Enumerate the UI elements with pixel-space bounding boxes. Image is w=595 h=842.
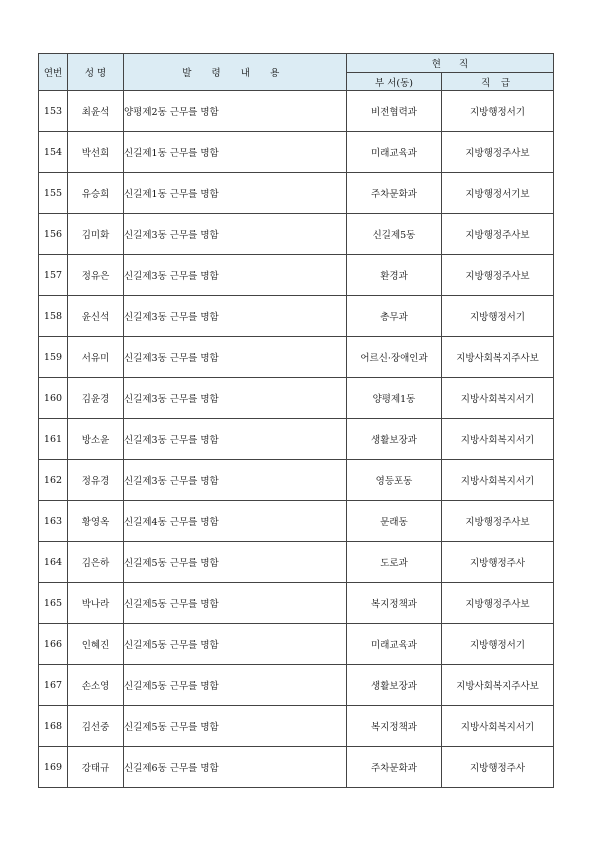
row-rank: 지방사회복지주사보 — [442, 337, 554, 378]
table-row — [39, 665, 554, 706]
table-row — [39, 501, 554, 542]
row-order-content: 신길제3동 근무를 명함 — [124, 255, 347, 296]
row-department: 영등포동 — [347, 460, 442, 501]
table-row — [39, 255, 554, 296]
row-number: 168 — [39, 706, 68, 747]
table-row — [39, 583, 554, 624]
row-department: 생활보장과 — [347, 419, 442, 460]
row-order-content: 신길제5동 근무를 명함 — [124, 583, 347, 624]
row-order-content: 신길제5동 근무를 명함 — [124, 624, 347, 665]
row-rank: 지방행정주사보 — [442, 255, 554, 296]
row-order-content: 신길제3동 근무를 명함 — [124, 214, 347, 255]
table-row — [39, 624, 554, 665]
row-order-content: 신길제5동 근무를 명함 — [124, 665, 347, 706]
header-content: 발 령 내 용 — [124, 54, 347, 91]
header-current-position: 현 직 — [347, 54, 554, 73]
row-rank: 지방행정주사 — [442, 542, 554, 583]
row-department: 비전협력과 — [347, 91, 442, 132]
row-order-content: 신길제3동 근무를 명함 — [124, 419, 347, 460]
table-header — [39, 54, 554, 91]
table-row — [39, 419, 554, 460]
row-name: 윤신석 — [68, 296, 124, 337]
row-department: 도로과 — [347, 542, 442, 583]
row-name: 손소영 — [68, 665, 124, 706]
header-rank: 직 급 — [442, 73, 554, 91]
row-name: 김미화 — [68, 214, 124, 255]
row-number: 169 — [39, 747, 68, 788]
table-row — [39, 542, 554, 583]
table-row — [39, 337, 554, 378]
row-name: 방소윤 — [68, 419, 124, 460]
table-row — [39, 706, 554, 747]
row-department: 복지정책과 — [347, 583, 442, 624]
row-department: 양평제1동 — [347, 378, 442, 419]
row-number: 154 — [39, 132, 68, 173]
row-number: 166 — [39, 624, 68, 665]
row-name: 김은하 — [68, 542, 124, 583]
row-department: 주차문화과 — [347, 173, 442, 214]
row-name: 김선중 — [68, 706, 124, 747]
row-department: 신길제5동 — [347, 214, 442, 255]
row-order-content: 신길제1동 근무를 명함 — [124, 132, 347, 173]
row-rank: 지방행정주사 — [442, 747, 554, 788]
header-name: 성 명 — [68, 54, 124, 91]
row-number: 157 — [39, 255, 68, 296]
row-order-content: 신길제5동 근무를 명함 — [124, 706, 347, 747]
header-no: 연번 — [39, 54, 68, 91]
row-department: 총무과 — [347, 296, 442, 337]
row-number: 163 — [39, 501, 68, 542]
row-department: 생활보장과 — [347, 665, 442, 706]
row-name: 인혜진 — [68, 624, 124, 665]
row-rank: 지방사회복지서기 — [442, 419, 554, 460]
row-rank: 지방사회복지주사보 — [442, 665, 554, 706]
table-row — [39, 378, 554, 419]
row-number: 153 — [39, 91, 68, 132]
row-rank: 지방행정서기 — [442, 91, 554, 132]
personnel-order-table — [38, 53, 554, 788]
row-order-content: 신길제6동 근무를 명함 — [124, 747, 347, 788]
row-name: 김윤경 — [68, 378, 124, 419]
table-row — [39, 214, 554, 255]
row-number: 160 — [39, 378, 68, 419]
table-row — [39, 173, 554, 214]
row-department: 어르신·장애인과 — [347, 337, 442, 378]
row-department: 주차문화과 — [347, 747, 442, 788]
row-department: 환경과 — [347, 255, 442, 296]
row-name: 정유은 — [68, 255, 124, 296]
row-department: 복지정책과 — [347, 706, 442, 747]
row-order-content: 신길제3동 근무를 명함 — [124, 296, 347, 337]
row-number: 159 — [39, 337, 68, 378]
row-rank: 지방행정서기 — [442, 624, 554, 665]
row-name: 유승희 — [68, 173, 124, 214]
header-department: 부 서(동) — [347, 73, 442, 91]
row-rank: 지방행정주사보 — [442, 132, 554, 173]
row-number: 155 — [39, 173, 68, 214]
row-name: 박선희 — [68, 132, 124, 173]
row-name: 박나라 — [68, 583, 124, 624]
row-number: 158 — [39, 296, 68, 337]
row-rank: 지방행정서기보 — [442, 173, 554, 214]
row-name: 서유미 — [68, 337, 124, 378]
row-department: 미래교육과 — [347, 132, 442, 173]
row-department: 미래교육과 — [347, 624, 442, 665]
row-order-content: 신길제4동 근무를 명함 — [124, 501, 347, 542]
row-number: 161 — [39, 419, 68, 460]
table-row — [39, 296, 554, 337]
row-rank: 지방사회복지서기 — [442, 460, 554, 501]
row-number: 162 — [39, 460, 68, 501]
table-row — [39, 91, 554, 132]
row-number: 167 — [39, 665, 68, 706]
row-name: 강태규 — [68, 747, 124, 788]
table-row — [39, 132, 554, 173]
row-order-content: 신길제3동 근무를 명함 — [124, 337, 347, 378]
row-number: 156 — [39, 214, 68, 255]
row-name: 황영옥 — [68, 501, 124, 542]
table-row — [39, 460, 554, 501]
table-row — [39, 747, 554, 788]
row-order-content: 신길제3동 근무를 명함 — [124, 378, 347, 419]
row-rank: 지방행정주사보 — [442, 501, 554, 542]
row-order-content: 신길제3동 근무를 명함 — [124, 460, 347, 501]
row-order-content: 양평제2동 근무를 명함 — [124, 91, 347, 132]
row-rank: 지방행정서기 — [442, 296, 554, 337]
table-body — [39, 91, 554, 788]
row-number: 165 — [39, 583, 68, 624]
row-name: 최윤석 — [68, 91, 124, 132]
row-order-content: 신길제1동 근무를 명함 — [124, 173, 347, 214]
row-rank: 지방행정주사보 — [442, 214, 554, 255]
row-name: 정유경 — [68, 460, 124, 501]
row-department: 문래동 — [347, 501, 442, 542]
row-number: 164 — [39, 542, 68, 583]
row-rank: 지방사회복지서기 — [442, 378, 554, 419]
row-rank: 지방행정주사보 — [442, 583, 554, 624]
row-order-content: 신길제5동 근무를 명함 — [124, 542, 347, 583]
row-rank: 지방사회복지서기 — [442, 706, 554, 747]
